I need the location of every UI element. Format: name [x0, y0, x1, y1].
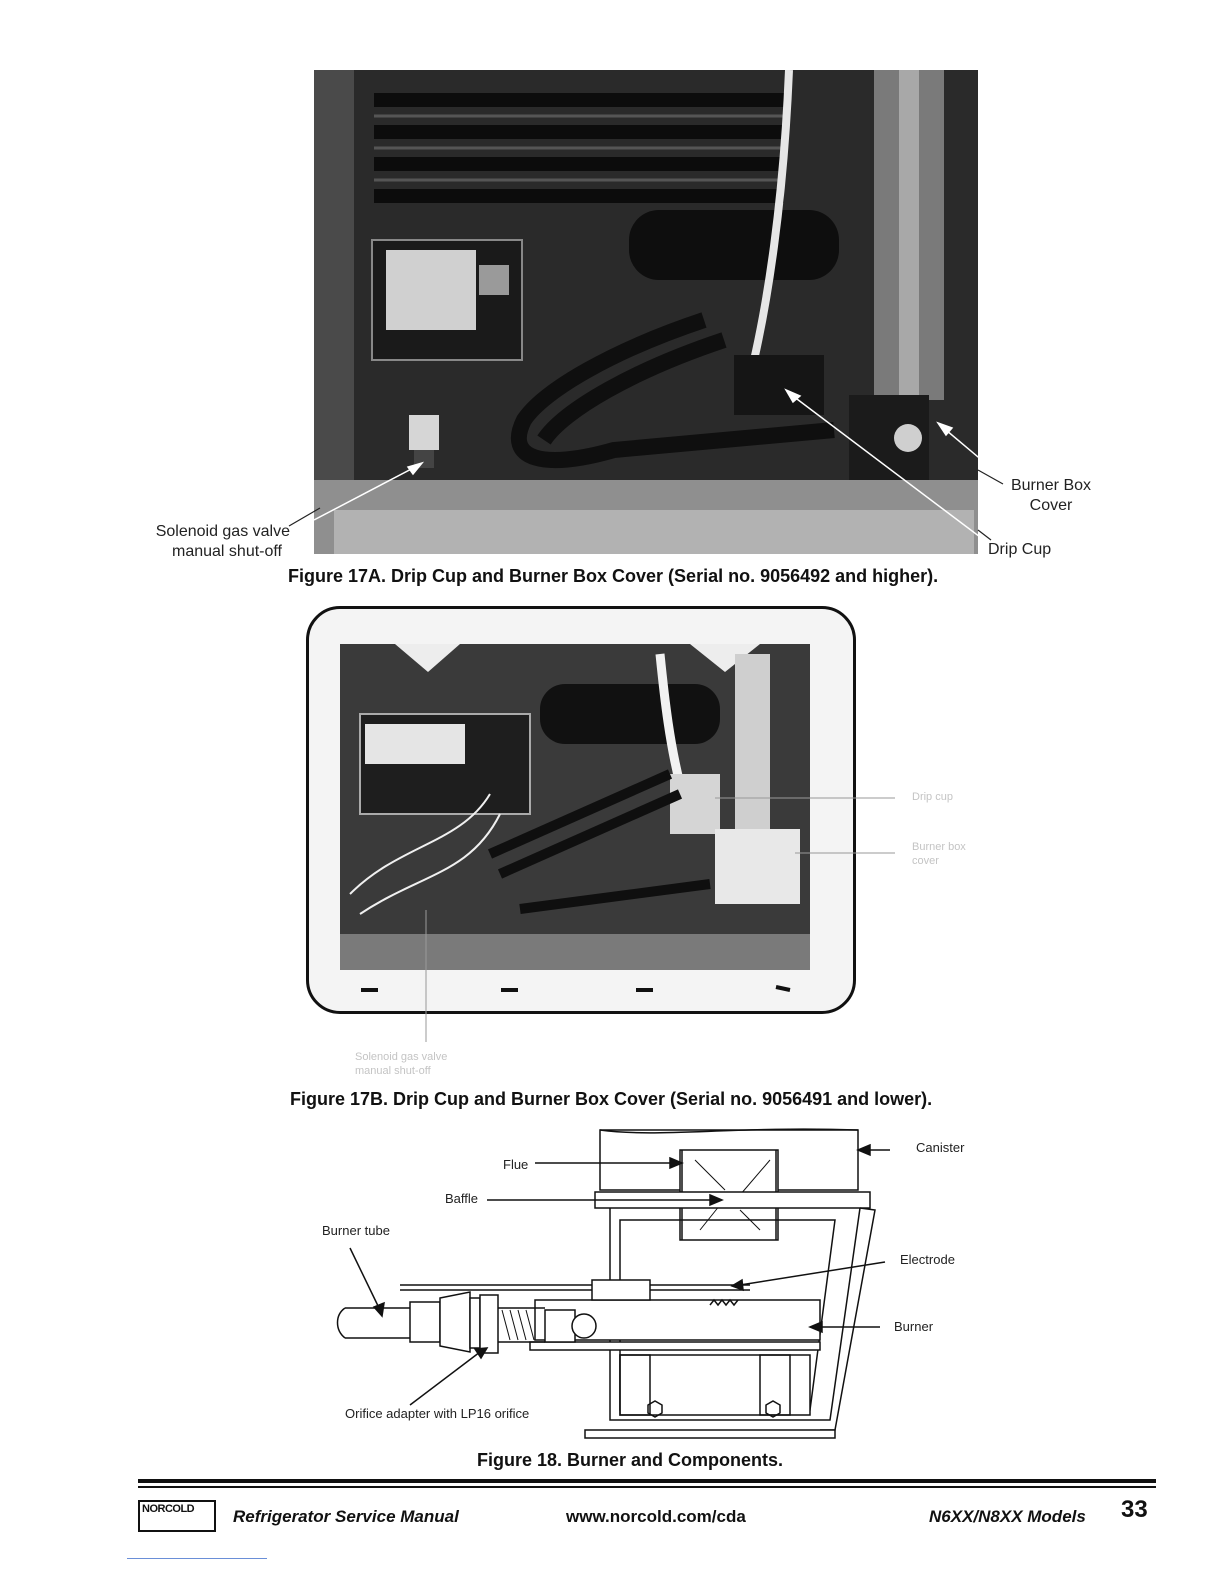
- footer-url[interactable]: www.norcold.com/cda: [566, 1507, 746, 1526]
- scan-artifact-line: [127, 1558, 267, 1559]
- figure-17b-caption: Figure 17B. Drip Cup and Burner Box Cover (Serial no. 9056491 and lower).: [290, 1089, 933, 1109]
- label-burner-box-cover-17a: [996, 476, 1106, 516]
- label-baffle: Baffle: [445, 1191, 479, 1206]
- figure-18-diagram: [330, 1120, 890, 1450]
- norcold-logo: [138, 1500, 216, 1532]
- norcold-logo-text: NORCOLD: [142, 1503, 195, 1515]
- label-burner-box-cover-17b: [912, 840, 966, 868]
- label-burner-tube: Burner tube: [322, 1223, 390, 1238]
- label-burner-box-17a-line1: Burner Box: [1010, 477, 1092, 494]
- figure-17a-leaders: [275, 440, 1095, 560]
- label-drip-cup-17b: Drip cup: [912, 791, 953, 803]
- label-canister: Canister: [916, 1140, 965, 1155]
- footer-rule-thin: [138, 1486, 1156, 1488]
- footer-manual-title: Refrigerator Service Manual: [233, 1507, 459, 1526]
- label-solenoid-17a-line2: manual shut-off: [172, 543, 282, 560]
- label-burner-box-17a-line2: Cover: [1029, 497, 1073, 514]
- footer-rule-thick: [138, 1479, 1156, 1483]
- figure-18-caption: Figure 18. Burner and Components.: [477, 1450, 784, 1470]
- footer-models: N6XX/N8XX Models: [929, 1507, 1086, 1526]
- label-burner: Burner: [894, 1319, 934, 1334]
- label-burner-box-17b-line1: Burner box: [912, 841, 966, 853]
- figure-17a-caption: Figure 17A. Drip Cup and Burner Box Cover (Serial no. 9056492 and higher).: [288, 566, 939, 586]
- page-number: 33: [1121, 1496, 1148, 1523]
- label-drip-cup-17a: Drip Cup: [988, 541, 1052, 558]
- label-solenoid-17b: [355, 1050, 447, 1078]
- label-solenoid-17a: [140, 522, 290, 562]
- figure-17b-leaders: [420, 780, 920, 1050]
- label-solenoid-17a-line1: Solenoid gas valve: [155, 523, 290, 540]
- label-electrode: Electrode: [900, 1252, 955, 1267]
- label-solenoid-17b-line2: manual shut-off: [355, 1065, 431, 1077]
- label-orifice-adapter: Orifice adapter with LP16 orifice: [345, 1406, 530, 1421]
- label-burner-box-17b-line2: cover: [912, 855, 939, 867]
- label-solenoid-17b-line1: Solenoid gas valve: [355, 1051, 448, 1063]
- label-flue: Flue: [503, 1157, 529, 1172]
